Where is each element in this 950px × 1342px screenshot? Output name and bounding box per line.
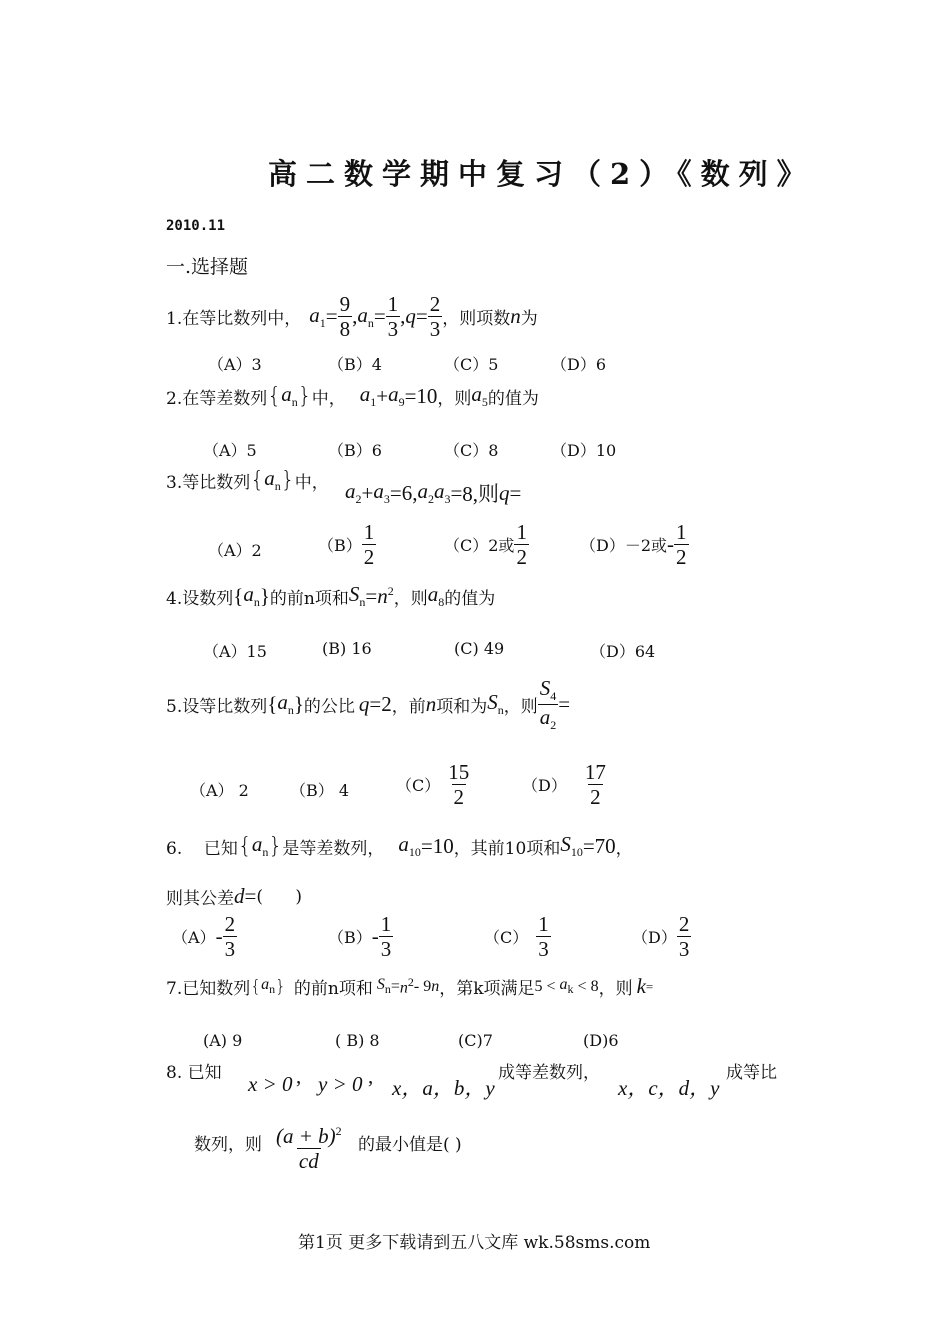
q2-option-b: （B）6 — [328, 441, 382, 460]
question-7: 7.已知数列 { $a_n$ } 的前n项和 $S_n$ = $n^2$ - 9 n ，第k项满足 5 < $a_k$ < 8 ，则 k = — [166, 974, 654, 999]
q8-tail: 的最小值是( ) — [358, 1135, 462, 1155]
q3-option-b: （B） $\frac{1}{2}$ — [318, 520, 375, 570]
q5-option-d: （D） $\frac{17}{2}$ — [522, 760, 606, 810]
q8-arith-seq: x，a，b，y — [392, 1076, 495, 1100]
q1-option-d: （D）6 — [551, 355, 607, 374]
q3-option-c: （C）2或 $\frac{1}{2}$ — [444, 520, 527, 570]
q2-option-c: （C）8 — [444, 441, 499, 460]
q4-option-c: (C) 49 — [454, 639, 505, 658]
q6-option-c: （C） $\frac{1}{3}$ — [484, 912, 549, 962]
q3-option-d: （D）－2或 - $\frac{1}{2}$ — [580, 520, 687, 570]
q6-option-a: （A） - $\frac{2}{3}$ — [172, 912, 236, 962]
q2-option-d: （D）10 — [551, 441, 617, 460]
q7-option-c: (C)7 — [458, 1031, 493, 1050]
q8-geo-text: 成等比 — [726, 1063, 777, 1083]
question-3: 3.等比数列 { $a_n$ } 中， — [166, 466, 329, 494]
q1-option-a: （A）3 — [208, 355, 262, 374]
q6-option-b: （B） - $\frac{1}{3}$ — [328, 912, 392, 962]
q1-option-c: （C）5 — [444, 355, 499, 374]
question-8-line-2: 数列，则 — [194, 1135, 262, 1155]
question-6: 6. 已知 { $a_n$ } 是等差数列， $a_{10}$ = 10 ，其前10项和 $S_{10}$ = 70 ， — [166, 832, 633, 860]
question-8-label: 8. 已知 — [166, 1063, 222, 1083]
q8-arith-text: 成等差数列， — [498, 1063, 600, 1083]
q6-option-d: （D） $\frac{2}{3}$ — [632, 912, 690, 962]
section-heading: 一.选择题 — [166, 256, 249, 278]
question-1: 1.在等比数列中， $a_1$ = $\frac{9}{8}$ , $a_n$ = $\frac{1}{3}$ , q = $\frac{2}{3}$ ，则项数 n 为 — [166, 292, 538, 342]
q1-option-b: （B）4 — [328, 355, 382, 374]
q8-geo-seq: x，c，d，y — [618, 1076, 720, 1100]
q4-option-a: （A）15 — [203, 642, 267, 661]
q7-option-b: ( B) 8 — [335, 1031, 380, 1050]
q3-option-a: （A）2 — [208, 541, 262, 560]
question-5: 5.设等比数列 { $a_n$ } 的公比 q = 2 ，前 n 项和为 $S_n$ ，则 $\frac{S_4}{a_2}$ = — [166, 676, 571, 733]
q5-option-b: （B） 4 — [290, 781, 350, 800]
q4-option-b: (B) 16 — [322, 639, 372, 658]
q4-option-d: （D）64 — [590, 642, 656, 661]
q2-option-a: （A）5 — [203, 441, 257, 460]
q7-option-d: (D)6 — [583, 1031, 619, 1050]
page-title: 高二数学期中复习（2）《数列》 — [268, 157, 815, 191]
question-4: 4.设数列 { $a_n$ } 的前n项和 $S_n$ = $n^2$ ，则 $a_8$ 的值为 — [166, 582, 496, 610]
q8-fraction: $\frac{(a + b)^2}{cd}$ — [276, 1124, 342, 1174]
fraction-a1: $\frac{9}{8}$ — [339, 292, 351, 342]
fraction-an: $\frac{1}{3}$ — [387, 292, 399, 342]
q7-option-a: (A) 9 — [203, 1031, 243, 1050]
q5-option-c: （C） $\frac{15}{2}$ — [396, 760, 470, 810]
fraction-q: $\frac{2}{3}$ — [429, 292, 441, 342]
question-6-line-2: 则其公差 d = ( ) — [166, 884, 303, 909]
page-footer: 第1页 更多下载请到五八文库 wk.58sms.com — [298, 1233, 651, 1253]
question-1-label: 1.在等比数列中， — [166, 309, 302, 330]
q8-condition-y: y > 0 — [318, 1072, 363, 1096]
q5-option-a: （A） 2 — [190, 781, 249, 800]
document-date: 2010.11 — [166, 218, 226, 234]
question-2: 2.在等差数列 { $a_n$ } 中， $a_1$ + $a_9$ = 10 ，则 $a_5$ 的值为 — [166, 382, 539, 410]
q8-condition-x: x > 0 — [248, 1072, 293, 1096]
q3-expression: $a_2$ + $a_3$ = 6, $a_2a_3$ = 8,则 q = — [345, 478, 522, 507]
